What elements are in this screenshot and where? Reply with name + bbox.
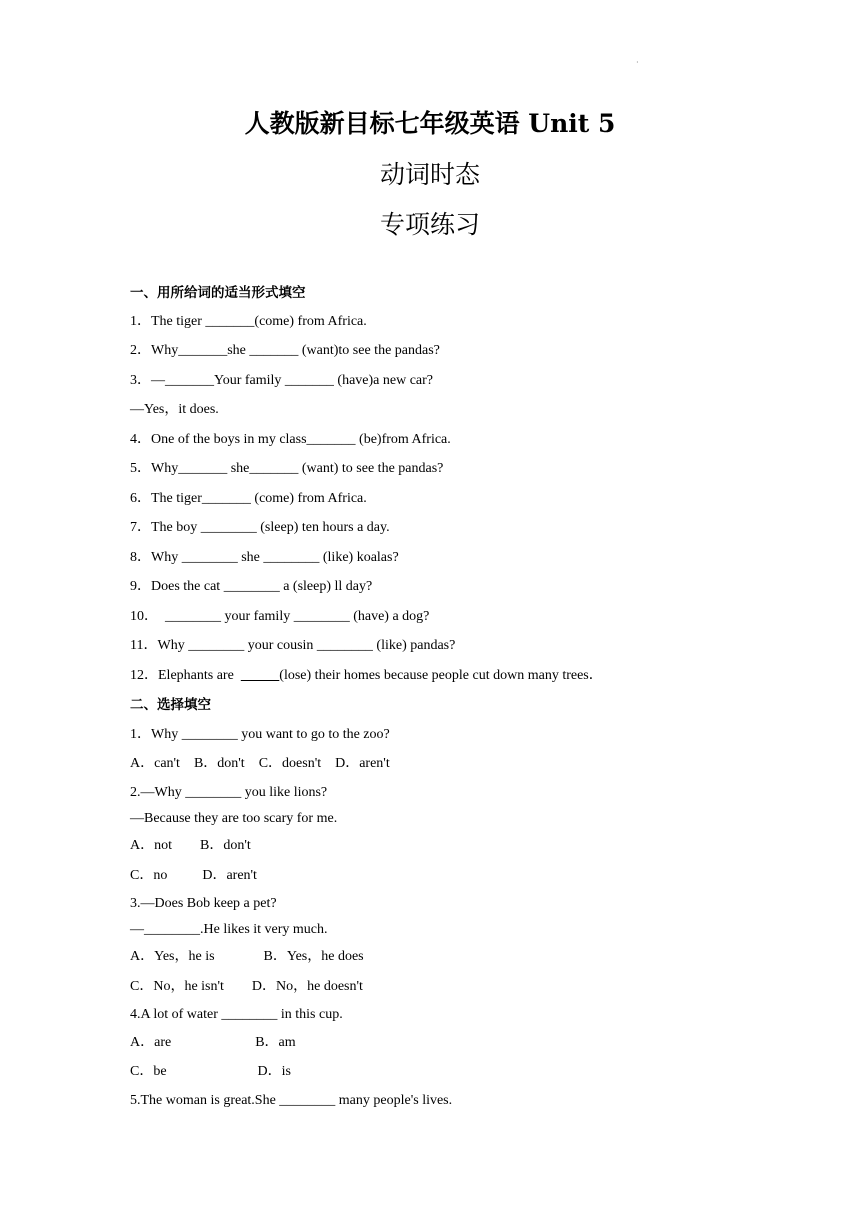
- choice-options: A．are B．am: [130, 1035, 296, 1050]
- header-mark: ·: [636, 58, 639, 67]
- exercise-item: 6．The tiger_______ (come) from Africa.: [130, 491, 367, 506]
- choice-options: C．be D．is: [130, 1064, 291, 1079]
- choice-options: A．not B．don't: [130, 838, 251, 853]
- choice-options: A．Yes，he is B．Yes，he does: [130, 949, 364, 964]
- exercise-item: 8．Why ________ she ________ (like) koalas?: [130, 550, 399, 565]
- exercise-item: 7．The boy ________ (sleep) ten hours a day.: [130, 520, 390, 535]
- document-title: 人教版新目标七年级英语 Unit 5: [244, 109, 616, 138]
- choice-item: —Because they are too scary for me.: [130, 811, 338, 826]
- section-1-heading: 一、用所给词的适当形式填空: [130, 285, 306, 301]
- choice-options: A．can't B．don't C．doesn't D．aren't: [130, 756, 390, 771]
- exercise-item: 4．One of the boys in my class_______ (be)from Africa.: [130, 432, 451, 447]
- exercise-item: 5．Why_______ she_______ (want) to see the pandas?: [130, 461, 444, 476]
- choice-item: 5.The woman is great.She ________ many people's lives.: [130, 1093, 453, 1108]
- choice-options: C．No，he isn't D．No，he doesn't: [130, 979, 363, 994]
- document-subtitle: 动词时态: [379, 160, 480, 189]
- exercise-item-12: [130, 667, 603, 685]
- section-2-heading: 二、选择填空: [130, 697, 211, 713]
- document-subtitle-2: 专项练习: [379, 210, 480, 239]
- exercise-item: —Yes，it does.: [130, 402, 219, 417]
- exercise-item: 10． ________ your family ________ (have) a dog?: [130, 609, 430, 624]
- item-12-suffix: (lose) their homes because people cut down many trees．: [279, 668, 603, 683]
- choice-item: 2.—Why ________ you like lions?: [130, 785, 328, 800]
- item-12-blank: [241, 668, 280, 683]
- choice-item: —________.He likes it very much.: [130, 922, 328, 937]
- exercise-item: 3．—_______Your family _______ (have)a new car?: [130, 373, 434, 388]
- choice-item: 3.—Does Bob keep a pet?: [130, 896, 277, 911]
- item-12-prefix: 12．Elephants are: [130, 668, 241, 683]
- exercise-item: 9．Does the cat ________ a (sleep) ll day?: [130, 579, 373, 594]
- exercise-item: 11．Why ________ your cousin ________ (like) pandas?: [130, 638, 456, 653]
- exercise-item: 1．The tiger _______(come) from Africa.: [130, 314, 367, 329]
- choice-item: 1．Why ________ you want to go to the zoo?: [130, 727, 390, 742]
- exercise-item: 2．Why_______she _______ (want)to see the pandas?: [130, 343, 440, 358]
- choice-item: 4.A lot of water ________ in this cup.: [130, 1007, 343, 1022]
- choice-options: C．no D．aren't: [130, 868, 257, 883]
